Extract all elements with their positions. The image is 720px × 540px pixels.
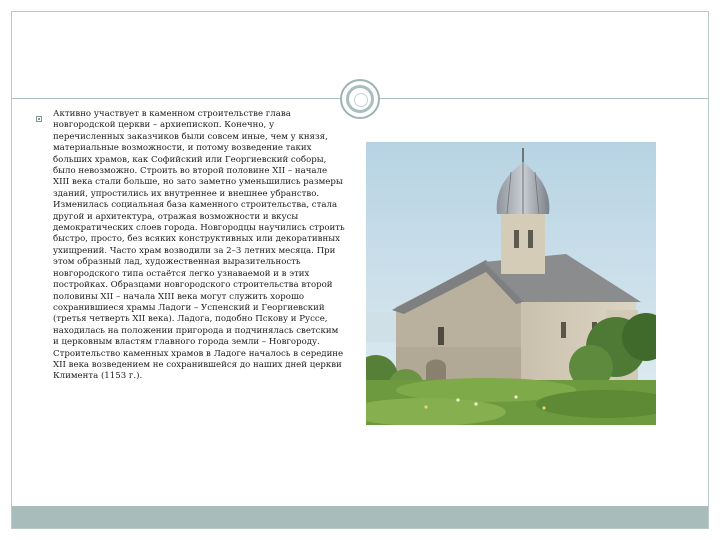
- ornament-core: [354, 93, 368, 107]
- square-bullet-icon: [35, 115, 43, 123]
- bullet-shape: [35, 115, 43, 123]
- body-paragraph: Активно участвует в каменном строительстве глава новгородской церкви – архиепископ. Конечно, у перечисленных заказчиков были совсем иные, чем у князя, материальные возможности, и потому возведение таких больших храмов, как Софийский или Георгиевский соборы, было невозможно. Строить во второй половине XII – начале XIII века стали больше, но зато заметно уменьшились размеры зданий, упростились их внутреннее и внешнее убранство. Изменилась социальная база каменного строительства, стала другой и архитектура, отражая возможности и вкусы демократических слоев города. Новгородцы научились строить быстро, просто, без всяких конструктивных или декоративных ухищрений. Часто храм возводили за 2–3 летних месяца. При этом образный лад, художественная выразительность новгородского типа остаётся легко узнаваемой и в этих постройках. Образцами новгородского строительства второй половины XII – начала XIII века могут служить хорошо сохранившиеся храмы Ладоги – Успенский и Георгиевский (третья четверть XII века). Ладога, подобно Пскову и Руссе, находилась на положении пригорода и подчинялась светским и церковным властям главного города земли – Новгороду. Строительство каменных храмов в Ладоге началось в середине XII века возведением не сохранившейся до наших дней церкви Климента (1153 г.).: [53, 109, 345, 382]
- church-illustration: [366, 142, 656, 425]
- slide-frame: [11, 11, 709, 529]
- circle-ornament-icon: [340, 79, 380, 119]
- footer-band: [12, 506, 708, 528]
- ornament-ring: [346, 85, 374, 113]
- church-photo: [366, 142, 656, 425]
